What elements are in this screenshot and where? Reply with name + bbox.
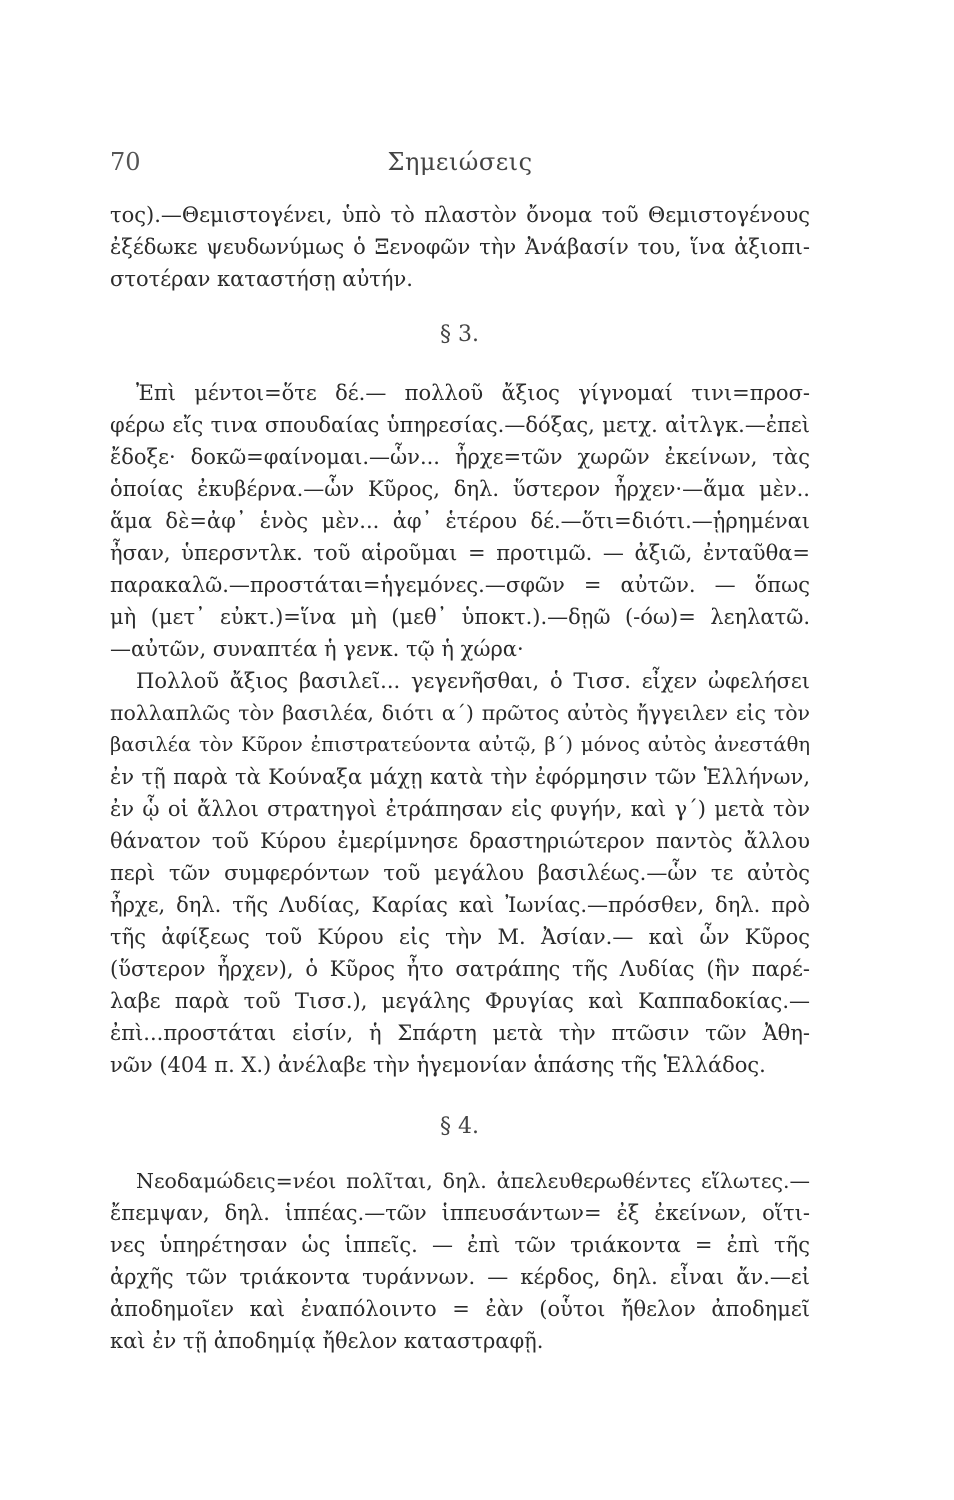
text-line: ἀποδημοῖεν καὶ ἐναπόλοιντο = ἐὰν (οὗτοι ἤθελον ἀποδημεῖ xyxy=(110,1297,810,1321)
text-line: τῆς ἀφίξεως τοῦ Κύρου εἰς τὴν Μ. Ἀσίαν.— καὶ ὧν Κῦρος xyxy=(110,925,810,949)
text-line: ἐν τῇ παρὰ τὰ Κούναξα μάχῃ κατὰ τὴν ἐφόρμησιν τῶν Ἑλλήνων, xyxy=(110,765,810,789)
text-line: —αὐτῶν, συναπτέα ἡ γενκ. τῷ ἡ χώρα· xyxy=(110,637,524,661)
text-line: Πολλοῦ ἄξιος βασιλεῖ... γεγενῆσθαι, ὁ Τισσ. εἶχεν ὠφελήσει xyxy=(136,669,810,693)
page-header xyxy=(110,148,810,188)
text-line: πολλαπλῶς τὸν βασιλέα, διότι α΄) πρῶτος αὐτὸς ἤγγειλεν εἰς τὸν xyxy=(110,701,810,725)
running-head: Σημειώσεις xyxy=(387,148,533,176)
text-line: ἐν ᾧ οἱ ἄλλοι στρατηγοὶ ἐτράπησαν εἰς φυγήν, καὶ γ΄) μετὰ τὸν xyxy=(110,797,810,821)
text-line: ἔδοξε· δοκῶ=φαίνομαι.—ὧν... ἦρχε=τῶν χωρῶν ἐκείνων, τὰς xyxy=(110,445,810,469)
text-line: μὴ (μετ᾽ εὐκτ.)=ἵνα μὴ (μεθ᾽ ὑποκτ.).—δῃῶ (-όω)= λεηλατῶ. xyxy=(110,605,810,629)
text-line: νῶν (404 π. Χ.) ἀνέλαβε τὴν ἡγεμονίαν ἁπάσης τῆς Ἑλλάδος. xyxy=(110,1053,766,1077)
text-line: περὶ τῶν συμφερόντων τοῦ μεγάλου βασιλέως.—ὧν τε αὐτὸς xyxy=(110,861,810,885)
text-line: ἦσαν, ὑπερσντλκ. τοῦ αἱροῦμαι = προτιμῶ. — ἀξιῶ, ἐνταῦθα= xyxy=(110,541,810,565)
text-line: ἔπεμψαν, δηλ. ἱππέας.—τῶν ἱππευσάντων= ἐξ ἐκείνων, οἵτι- xyxy=(110,1201,810,1225)
text-line: (ὕστερον ἦρχεν), ὁ Κῦρος ἦτο σατράπης τῆς Λυδίας (ἣν παρέ- xyxy=(110,957,810,981)
text-line: λαβε παρὰ τοῦ Τισσ.), μεγάλης Φρυγίας καὶ Καππαδοκίας.— xyxy=(110,989,810,1013)
text-line: θάνατον τοῦ Κύρου ἐμερίμνησε δραστηριώτερον παντὸς ἄλλου xyxy=(110,829,810,853)
text-line: φέρω εἴς τινα σπουδαίας ὑπηρεσίας.—δόξας, μετχ. αἰτλγκ.—ἐπεὶ xyxy=(110,413,810,437)
text-line: ἦρχε, δηλ. τῆς Λυδίας, Καρίας καὶ Ἰωνίας.—πρόσθεν, δηλ. πρὸ xyxy=(110,893,810,917)
text-line: νες ὑπηρέτησαν ὡς ἱππεῖς. — ἐπὶ τῶν τριάκοντα = ἐπὶ τῆς xyxy=(110,1233,810,1257)
text-line: ἀρχῆς τῶν τριάκοντα τυράννων. — κέρδος, δηλ. εἶναι ἄν.—εἰ xyxy=(110,1265,810,1289)
text-line: Νεοδαμώδεις=νέοι πολῖται, δηλ. ἀπελευθερωθέντες εἵλωτες.— xyxy=(136,1169,810,1193)
text-line: καὶ ἐν τῇ ἀποδημίᾳ ἤθελον καταστραφῇ. xyxy=(110,1329,544,1353)
text-line: βασιλέα τὸν Κῦρον ἐπιστρατεύοντα αὐτῷ, β΄) μόνος αὐτὸς ἀνεστάθη xyxy=(110,733,810,756)
text-line: Ἐπὶ μέντοι=ὅτε δέ.— πολλοῦ ἄξιος γίγνομαί τινι=προσ- xyxy=(136,381,810,405)
text-line: παρακαλῶ.—προστάται=ἡγεμόνες.—σφῶν = αὐτῶν. — ὅπως xyxy=(110,573,810,597)
text-line: ἐξέδωκε ψευδωνύμως ὁ Ξενοφῶν τὴν Ἀνάβασίν του, ἵνα ἀξιοπι- xyxy=(110,235,810,259)
text-line: ὁποίας ἐκυβέρνα.—ὧν Κῦρος, δηλ. ὕστερον ἦρχεν·—ἅμα μὲν.. xyxy=(110,477,810,501)
section-mark-3: § 3. xyxy=(440,322,479,347)
page-number: 70 xyxy=(110,148,141,176)
text-line: ἐπὶ...προστάται εἰσίν, ἡ Σπάρτη μετὰ τὴν πτῶσιν τῶν Ἀθη- xyxy=(110,1021,810,1045)
text-line: ἅμα δὲ=ἀφ᾽ ἑνὸς μὲν... ἀφ᾽ ἑτέρου δέ.—ὅτι=διότι.—ᾑρημέναι xyxy=(110,509,810,533)
text-line: τος).—Θεμιστογένει, ὑπὸ τὸ πλαστὸν ὄνομα τοῦ Θεμιστογένους xyxy=(110,203,810,227)
section-mark-4: § 4. xyxy=(440,1114,479,1139)
text-line: στοτέραν καταστήσῃ αὐτήν. xyxy=(110,267,413,291)
